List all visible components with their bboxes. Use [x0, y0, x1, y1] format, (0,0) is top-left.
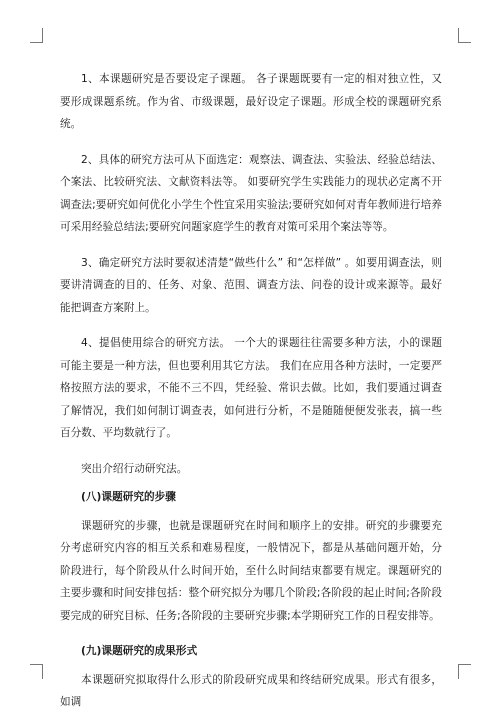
paragraph-method-description: 3、确定研究方法时要叙述清楚“做些什么” 和“怎样做” 。如要用调查法，则要讲清调查的目的、任务、对象、范围、调查方法、问卷的设计或来源等。最好能把调查方案附上。 — [60, 256, 442, 314]
paragraph-methods: 2、具体的研究方法可从下面选定：观察法、调查法、实验法、经验总结法、个案法、比较研究法、文献资料法等。 如要研究学生实践能力的现状必定离不开调查法;要研究如何优化小学生个性宜采用实验法;要研究如何对青年教师进行培养可采用经验总结法;要研究问题家庭学生的教育对策可采用个案法等等。 — [60, 153, 442, 233]
section-heading-steps: (八)课题研究的步骤 — [81, 491, 176, 503]
paragraph-subtopic: 1、本课题研究是否要设定子课题。 各子课题既要有一定的相对独立性，又要形成课题系统。作为省、市级课题，最好设定子课题。形成全校的课题研究系统。 — [60, 73, 442, 130]
paragraph-outcomes: 本课题研究拟取得什么形式的阶段研究成果和终结研究成果。形式有很多，如调 — [60, 673, 442, 708]
paragraph-steps: 课题研究的步骤，也就是课题研究在时间和顺序上的安排。研究的步骤要充分考虑研究内容的相互关系和难易程度，一般情况下，都是从基础问题开始，分阶段进行，每个阶段从什么时间开始，至什么时间结束都要有规定。课题研究的主要步骤和时间安排包括：整个研究拟分为哪几个阶段;各阶段的起止时间;各阶段要完成的研究目标、任务;各阶段的主要研究步骤;本学期研究工作的日程安排等。 — [60, 519, 442, 622]
paragraph-action-research: 突出介绍行动研究法。 — [81, 462, 188, 475]
crop-mark-top-left — [30, 28, 43, 43]
crop-mark-bottom-right — [458, 664, 471, 679]
paragraph-combined-methods: 4、提倡使用综合的研究方法。 一个大的课题往往需要多种方法，小的课题可能主要是一种方法，但也要利用其它方法。 我们在应用各种方法时，一定要严格按照方法的要求，不能不三不四，凭经验、常识去做。比如，我们要通过调查了解情况，我们如何制订调查表，如何进行分析，不是随随便便发张表，搞一些百分数、平均数就行了。 — [60, 337, 442, 439]
section-heading-outcomes: (九)课题研究的成果形式 — [81, 645, 198, 657]
crop-mark-top-right — [458, 28, 471, 43]
document-body — [60, 68, 442, 727]
crop-mark-bottom-left — [30, 664, 43, 679]
